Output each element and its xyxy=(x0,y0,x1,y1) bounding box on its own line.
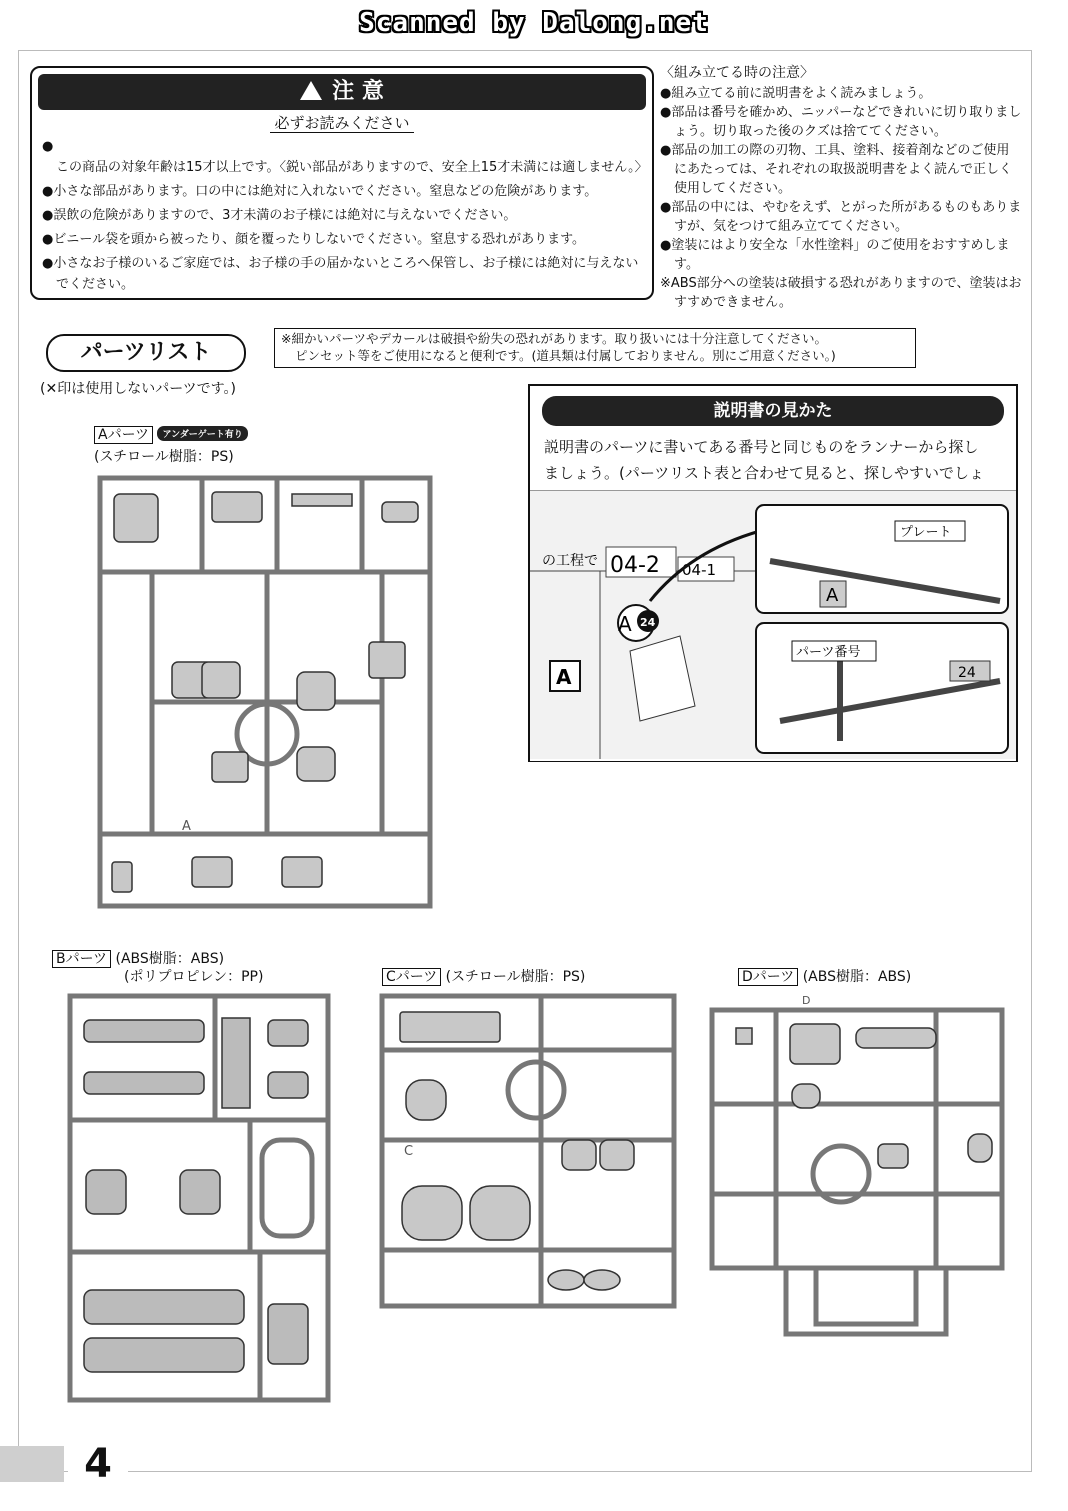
scan-watermark: Scanned by Dalong.net xyxy=(359,8,709,38)
runner-d-plate: D xyxy=(802,994,811,1007)
runner-c-label: Cパーツ (スチロール樹脂：PS) xyxy=(382,966,585,986)
howto-box xyxy=(528,384,1018,762)
runner-b-label: Bパーツ (ABS樹脂：ABS) xyxy=(52,948,224,968)
runner-a-diagram xyxy=(92,472,442,916)
caution-title: 注 意 xyxy=(332,79,384,104)
plate-tag-a: A xyxy=(826,585,839,606)
assembly-notes xyxy=(660,64,1022,312)
assembly-note: ●部品の中には、やむをえず、とがった所があるものもありますが、気をつけて組み立ててください。 xyxy=(660,200,1022,234)
caution-item: ● ビニール袋を頭から被ったり、顔を覆ったりしないでください。窒息する恐れがあります。 xyxy=(42,229,644,250)
assembly-note: ●部品は番号を確かめ、ニッパーなどできれいに切り取りましょう。切り取った後のクズは捨ててください。 xyxy=(660,105,1022,139)
parts-list-note xyxy=(274,328,916,368)
runner-letter: A xyxy=(556,665,572,689)
part-num: 24 xyxy=(640,616,656,629)
howto-title: 説明書の見かた xyxy=(542,396,1004,426)
plate-tag-b: 24 xyxy=(958,665,976,681)
caution-header xyxy=(38,74,646,110)
assembly-note: ●塗装にはより安全な「水性塗料」のご使用をおすすめします。 xyxy=(660,238,1010,272)
howto-illustration xyxy=(530,490,1016,761)
part-no-label: パーツ番号 xyxy=(796,645,861,660)
howto-text-line: ましょう。(パーツリスト表と合わせて見ると、探しやすいでしょ xyxy=(544,464,984,482)
undergate-badge: アンダーゲート有り xyxy=(157,426,247,441)
runner-c-plate: C xyxy=(404,1144,414,1159)
plate-label: プレート xyxy=(900,525,952,540)
runner-c-material: (スチロール樹脂：PS) xyxy=(445,969,586,985)
unused-parts-note: (✕印は使用しないパーツです。) xyxy=(40,381,236,397)
part-ref: A xyxy=(618,612,632,636)
page-number: 4 xyxy=(68,1432,128,1496)
page-number-bar xyxy=(0,1446,64,1482)
runner-c-diagram xyxy=(376,990,682,1316)
caution-item: ● この商品の対象年齢は15才以上です。〈鋭い部品がありますので、安全上15才未満には適しません。〉 xyxy=(42,136,644,178)
caution-item: ● 誤飲の危険がありますので、3才未満のお子様には絶対に与えないでください。 xyxy=(42,205,644,226)
assembly-note: ※ABS部分への塗装は破損する恐れがありますので、塗装はおすすめできません。 xyxy=(660,276,1022,310)
runner-b-material: (ABS樹脂：ABS) xyxy=(115,951,225,967)
caution-item: ● 小さなお子様のいるご家庭では、お子様の手の届かないところへ保管し、お子様には絶対に与えないでください。 xyxy=(42,253,644,295)
step-sub: 04-1 xyxy=(682,561,717,579)
assembly-note: ●部品の加工の際の刃物、工具、塗料、接着剤などのご使用にあたっては、それぞれの取扱説明書をよく読んで正しく使用してください。 xyxy=(660,143,1013,196)
runner-a-label: Aパーツ アンダーゲート有り xyxy=(94,424,248,444)
assembly-notes-title: 〈組み立てる時の注意〉 xyxy=(660,65,814,81)
parts-list-title: パーツリスト xyxy=(46,334,246,372)
parts-list-note-line: ピンセット等をご使用になると便利です。(道具類は付属しておりません。別にご用意ください。) xyxy=(295,348,836,363)
runner-b-material2: (ポリプロピレン：PP) xyxy=(124,969,264,985)
step-main: 04-2 xyxy=(610,553,660,578)
runner-a-plate: A xyxy=(182,819,191,834)
runner-d-material: (ABS樹脂：ABS) xyxy=(802,969,912,985)
assembly-note: ●組み立てる前に説明書をよく読みましょう。 xyxy=(660,86,932,101)
step-text: の工程で xyxy=(542,553,598,569)
caution-box xyxy=(30,66,654,300)
caution-list xyxy=(42,136,648,298)
warning-icon xyxy=(300,81,322,100)
runner-d-diagram xyxy=(706,994,1012,1348)
runner-d-label: Dパーツ (ABS樹脂：ABS) xyxy=(738,966,911,986)
caution-subtitle: 必ずお読みください xyxy=(32,112,652,133)
caution-item: ● 小さな部品があります。口の中には絶対に入れないでください。窒息などの危険があります。 xyxy=(42,181,644,202)
howto-text-line: 説明書のパーツに書いてある番号と同じものをランナーから探し xyxy=(544,438,979,456)
runner-b-diagram xyxy=(50,990,350,1410)
runner-a-material: (スチロール樹脂：PS) xyxy=(94,449,234,465)
howto-diagram xyxy=(530,491,1016,759)
parts-list-note-line: ※細かいパーツやデカールは破損や紛失の恐れがあります。取り扱いには十分注意してください。 xyxy=(281,331,827,346)
